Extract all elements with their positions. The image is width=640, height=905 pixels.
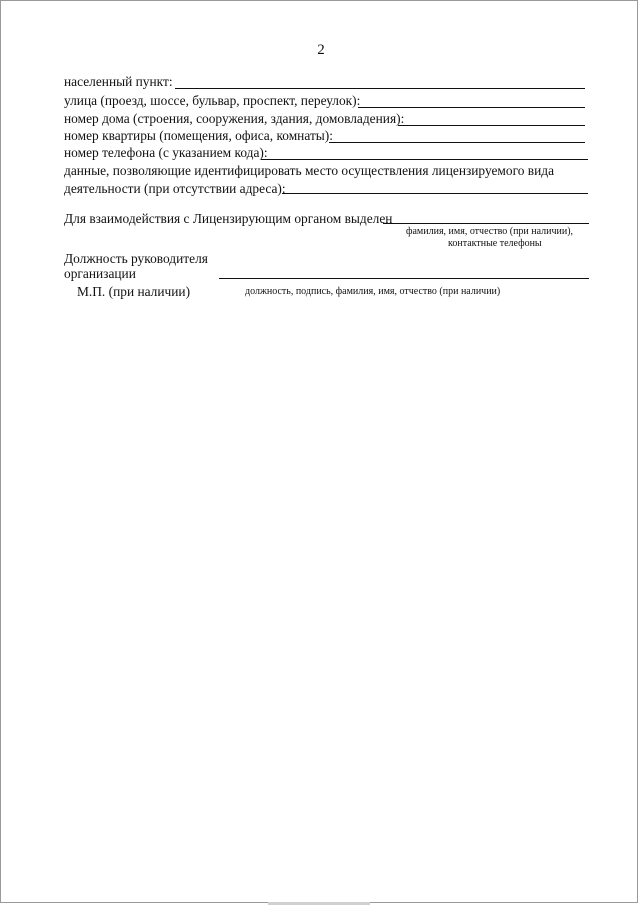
head-signature-caption: должность, подпись, фамилия, имя, отчество (при наличии) xyxy=(245,286,501,297)
head-label-1: Должность руководителя xyxy=(64,251,208,266)
field-location-label-2: деятельности (при отсутствии адреса): xyxy=(64,181,286,196)
field-street-line xyxy=(358,107,585,108)
field-street-label: улица (проезд, шоссе, бульвар, проспект, переулок): xyxy=(64,93,361,108)
stamp-label: М.П. (при наличии) xyxy=(77,284,191,299)
head-label-2: организации xyxy=(64,266,136,281)
field-phone-line xyxy=(261,159,588,160)
interaction-caption-2: контактные телефоны xyxy=(448,238,542,249)
field-house-label: номер дома (строения, сооружения, здания, домовладения): xyxy=(64,111,405,126)
field-settlement-line xyxy=(175,88,585,89)
field-settlement-label: населенный пункт: xyxy=(64,74,173,89)
field-house-line xyxy=(398,125,585,126)
field-apartment-line xyxy=(329,142,585,143)
interaction-caption-1: фамилия, имя, отчество (при наличии), xyxy=(406,226,574,237)
interaction-label: Для взаимодействия с Лицензирующим органом выделен xyxy=(64,211,393,226)
interaction-line xyxy=(383,223,589,224)
field-location-label-1: данные, позволяющие идентифицировать место осуществления лицензируемого вида xyxy=(64,163,555,178)
head-signature-line xyxy=(219,278,589,279)
field-location-line xyxy=(282,193,588,194)
field-apartment-label: номер квартиры (помещения, офиса, комнаты): xyxy=(64,128,333,143)
page-number: 2 xyxy=(317,42,325,58)
field-phone-label: номер телефона (с указанием кода): xyxy=(64,145,268,160)
